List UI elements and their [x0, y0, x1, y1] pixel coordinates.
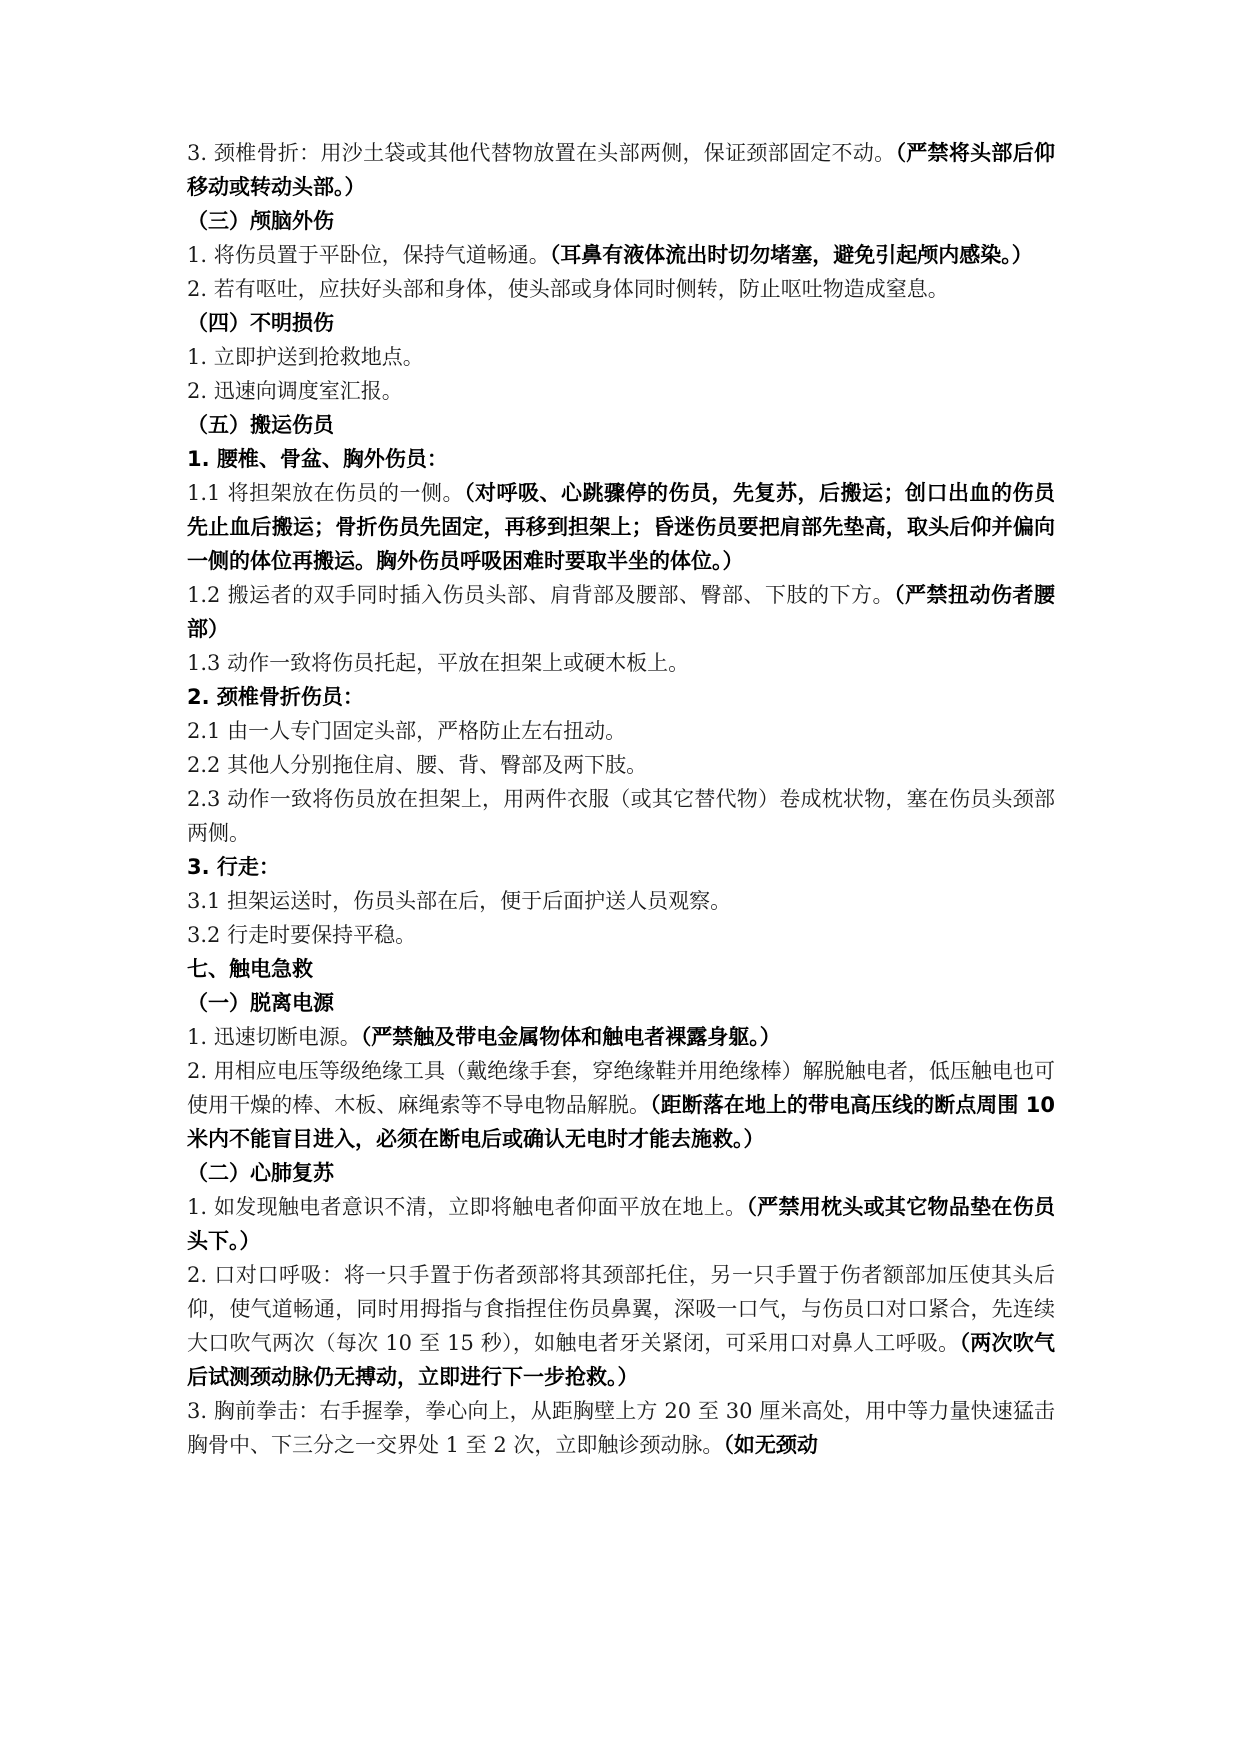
paragraph [187, 782, 1055, 850]
text-run: 2.1 由一人专门固定头部，严格防止左右扭动。 [187, 719, 627, 743]
subsection-heading: 1. 腰椎、骨盆、胸外伤员： [187, 447, 448, 471]
text-run: 2. 若有呕吐，应扶好头部和身体，使头部或身体同时侧转，防止呕吐物造成窒息。 [187, 277, 949, 301]
paragraph [187, 714, 1055, 748]
paragraph [187, 1190, 1055, 1258]
warning-text: （两次吹气后试测颈动脉仍无搏动，立即进行下一步抢救。） [187, 1331, 1055, 1389]
chapter-heading: 七、触电急救 [187, 957, 313, 981]
text-run: 1.2 搬运者的双手同时插入伤员头部、肩背部及腰部、臀部、下肢的下方。 [187, 583, 895, 607]
text-run: 1.3 动作一致将伤员托起，平放在担架上或硬木板上。 [187, 651, 690, 675]
paragraph [187, 646, 1055, 680]
paragraph [187, 1394, 1055, 1462]
paragraph [187, 272, 1055, 306]
text-run: 2.3 动作一致将伤员放在担架上，用两件衣服（或其它替代物）卷成枕状物，塞在伤员头颈部两侧。 [187, 787, 1055, 845]
warning-text: （严禁用枕头或其它物品垫在伤员头下。） [187, 1195, 1055, 1253]
paragraph [187, 918, 1055, 952]
text-run: 1. 迅速切断电源。 [187, 1025, 361, 1049]
document-body [187, 136, 1055, 1462]
section-heading: （一）脱离电源 [187, 991, 334, 1015]
section-heading: （五）搬运伤员 [187, 413, 334, 437]
subsection-heading: 3. 行走： [187, 855, 280, 879]
paragraph [187, 374, 1055, 408]
paragraph [187, 578, 1055, 646]
section-heading: （二）心肺复苏 [187, 1161, 334, 1185]
text-run: 3.2 行走时要保持平稳。 [187, 923, 417, 947]
paragraph [187, 476, 1055, 578]
paragraph-cervical-fracture [187, 136, 1055, 204]
warning-text: （严禁将头部后仰移动或转动头部。） [187, 141, 1055, 199]
paragraph [187, 1054, 1055, 1156]
warning-text: （对呼吸、心跳骤停的伤员，先复苏，后搬运；创口出血的伤员先止血后搬运；骨折伤员先固定，再移到担架上；昏迷伤员要把肩部先垫高，取头后仰并偏向一侧的体位再搬运。胸外伤员呼吸困难时要取半坐的体位。） [187, 481, 1056, 573]
warning-text: （严禁扭动伤者腰部） [187, 583, 1056, 641]
text-run: 2.2 其他人分别拖住肩、腰、背、臀部及两下肢。 [187, 753, 648, 777]
paragraph [187, 1258, 1055, 1394]
section-heading: （四）不明损伤 [187, 311, 334, 335]
text-run: 2. 迅速向调度室汇报。 [187, 379, 403, 403]
text-run: 3. 颈椎骨折：用沙土袋或其他代替物放置在头部两侧，保证颈部固定不动。 [187, 141, 896, 165]
warning-text: （距断落在地上的带电高压线的断点周围 10 米内不能盲目进入，必须在断电后或确认无电时才能去施救。） [187, 1093, 1055, 1151]
text-run: 3.1 担架运送时，伤员头部在后，便于后面护送人员观察。 [187, 889, 732, 913]
paragraph [187, 748, 1055, 782]
text-run: 1.1 将担架放在伤员的一侧。 [187, 481, 465, 505]
paragraph [187, 238, 1055, 272]
text-run: 2. 口对口呼吸：将一只手置于伤者颈部将其颈部托住，另一只手置于伤者额部加压使其头后仰，使气道畅通，同时用拇指与食指捏住伤员鼻翼，深吸一口气，与伤员口对口紧合，先连续大口吹气两次（每次 10 至 15 秒），如触电者牙关紧闭，可采用口对鼻人工呼吸。 [187, 1263, 1055, 1355]
paragraph [187, 884, 1055, 918]
text-run: 1. 立即护送到抢救地点。 [187, 345, 424, 369]
text-run: 1. 如发现触电者意识不清，立即将触电者仰面平放在地上。 [187, 1195, 747, 1219]
subsection-heading: 2. 颈椎骨折伤员： [187, 685, 364, 709]
paragraph [187, 1020, 1055, 1054]
warning-text: （严禁触及带电金属物体和触电者裸露身躯。） [360, 1025, 781, 1049]
paragraph [187, 340, 1055, 374]
warning-text: （耳鼻有液体流出时切勿堵塞，避免引起颅内感染。） [549, 243, 1033, 267]
section-heading: （三）颅脑外伤 [187, 209, 334, 233]
text-run: 3. 胸前拳击：右手握拳，拳心向上，从距胸壁上方 20 至 30 厘米高处，用中等力量快速猛击胸骨中、下三分之一交界处 1 至 2 次，立即触诊颈动脉。 [187, 1399, 1055, 1457]
warning-text: （如无颈动 [723, 1433, 818, 1457]
text-run: 1. 将伤员置于平卧位，保持气道畅通。 [187, 243, 550, 267]
text-run: 2. 用相应电压等级绝缘工具（戴绝缘手套，穿绝缘鞋并用绝缘棒）解脱触电者，低压触电也可使用干燥的棒、木板、麻绳索等不导电物品解脱。 [187, 1059, 1055, 1117]
